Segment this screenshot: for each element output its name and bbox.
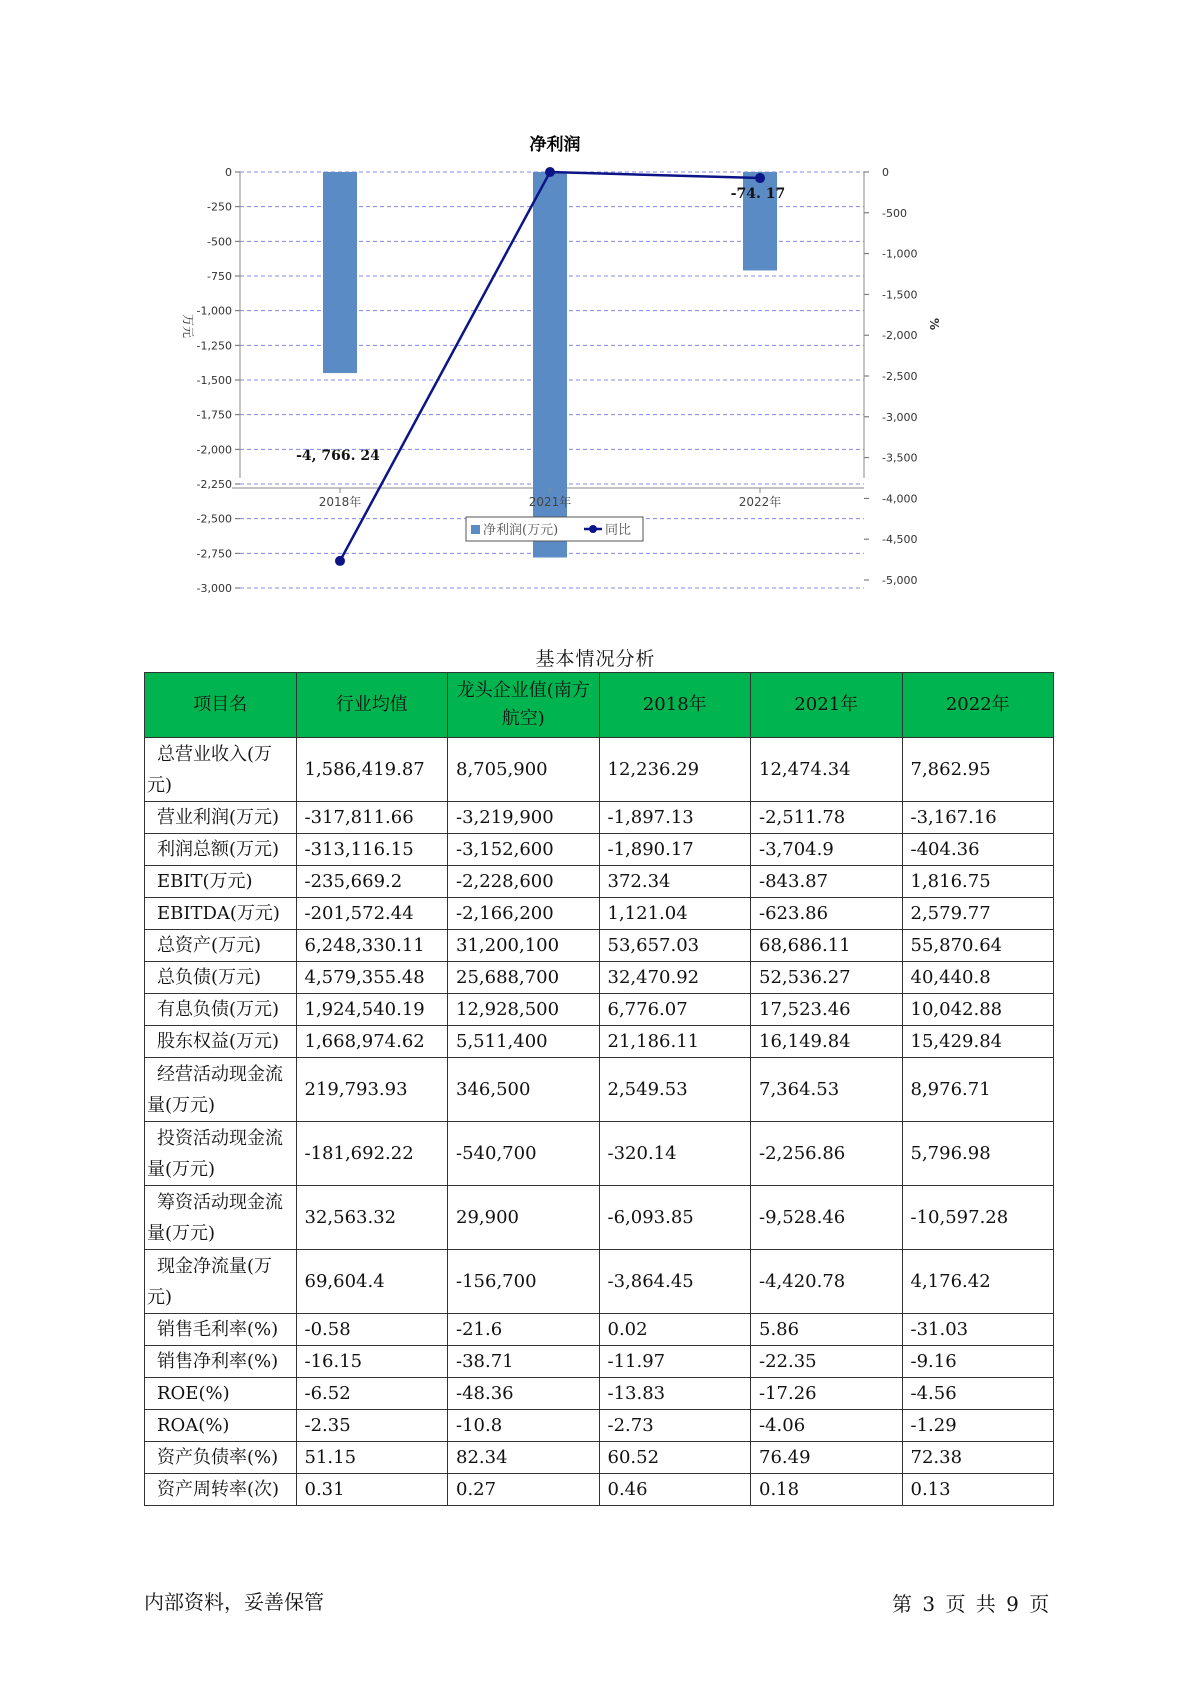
table-caption: 基本情况分析	[535, 648, 656, 670]
line-point-yoy	[545, 167, 555, 177]
value-cell: -4,420.78	[751, 1250, 903, 1314]
line-point-yoy	[755, 173, 765, 183]
x-tick-label: 2021年	[528, 495, 572, 509]
y2-axis-label: %	[927, 317, 941, 331]
row-name-cell: ROA(%)	[145, 1410, 297, 1442]
value-cell: -2.73	[599, 1410, 751, 1442]
row-name-cell: 销售净利率(%)	[145, 1346, 297, 1378]
value-cell: 6,776.07	[599, 994, 751, 1026]
y2-tick-label: -4,000	[882, 492, 918, 506]
x-tick-label: 2022年	[738, 495, 782, 509]
net-profit-chart	[170, 130, 1030, 610]
value-cell: -843.87	[751, 866, 903, 898]
header-cell: 项目名	[145, 673, 297, 738]
value-cell: -9.16	[902, 1346, 1054, 1378]
y-tick-label: -1,500	[196, 374, 232, 387]
value-cell: 4,176.42	[902, 1250, 1054, 1314]
chart-title: 净利润	[529, 135, 581, 155]
row-name-cell: 筹资活动现金流量(万元)	[145, 1186, 297, 1250]
value-cell: -3,704.9	[751, 834, 903, 866]
row-name-cell: EBITDA(万元)	[145, 898, 297, 930]
value-cell: 32,470.92	[599, 962, 751, 994]
value-cell: 1,816.75	[902, 866, 1054, 898]
y2-tick-label: -2,000	[882, 329, 918, 343]
value-cell: 60.52	[599, 1442, 751, 1474]
value-cell: -181,692.22	[296, 1122, 448, 1186]
value-cell: 82.34	[448, 1442, 600, 1474]
value-cell: 1,586,419.87	[296, 738, 448, 802]
value-cell: -3,152,600	[448, 834, 600, 866]
legend-bar-swatch	[471, 525, 480, 534]
value-cell: -10,597.28	[902, 1186, 1054, 1250]
data-label: -74. 17	[730, 186, 786, 202]
legend-line-marker	[589, 525, 597, 533]
value-cell: -2,166,200	[448, 898, 600, 930]
value-cell: -3,864.45	[599, 1250, 751, 1314]
table-row	[145, 1026, 1054, 1058]
value-cell: 7,862.95	[902, 738, 1054, 802]
value-cell: -17.26	[751, 1378, 903, 1410]
y-tick-label: -2,250	[196, 478, 232, 491]
value-cell: -2,228,600	[448, 866, 600, 898]
table-row	[145, 866, 1054, 898]
value-cell: 1,924,540.19	[296, 994, 448, 1026]
value-cell: -1,890.17	[599, 834, 751, 866]
value-cell: 40,440.8	[902, 962, 1054, 994]
value-cell: 346,500	[448, 1058, 600, 1122]
table-row	[145, 1250, 1054, 1314]
row-name-cell: 经营活动现金流量(万元)	[145, 1058, 297, 1122]
row-name-cell: 营业利润(万元)	[145, 802, 297, 834]
value-cell: -2.35	[296, 1410, 448, 1442]
value-cell: -623.86	[751, 898, 903, 930]
value-cell: 0.27	[448, 1474, 600, 1506]
value-cell: 5.86	[751, 1314, 903, 1346]
value-cell: 0.18	[751, 1474, 903, 1506]
footer-confidential-note: 内部资料，妥善保管	[144, 1590, 324, 1614]
value-cell: 12,928,500	[448, 994, 600, 1026]
table-row	[145, 802, 1054, 834]
value-cell: 0.31	[296, 1474, 448, 1506]
row-name-cell: 有息负债(万元)	[145, 994, 297, 1026]
value-cell: -38.71	[448, 1346, 600, 1378]
value-cell: -16.15	[296, 1346, 448, 1378]
x-tick-label: 2018年	[318, 495, 362, 509]
value-cell: -1.29	[902, 1410, 1054, 1442]
table-row	[145, 1378, 1054, 1410]
footer-page-number: 第 3 页 共 9 页	[892, 1592, 1050, 1616]
value-cell: -6,093.85	[599, 1186, 751, 1250]
value-cell: 5,511,400	[448, 1026, 600, 1058]
value-cell: 72.38	[902, 1442, 1054, 1474]
value-cell: 68,686.11	[751, 930, 903, 962]
table-row	[145, 738, 1054, 802]
row-name-cell: 销售毛利率(%)	[145, 1314, 297, 1346]
header-cell: 2022年	[902, 673, 1054, 738]
value-cell: 52,536.27	[751, 962, 903, 994]
value-cell: 5,796.98	[902, 1122, 1054, 1186]
y-tick-label: -3,000	[196, 582, 232, 595]
y-tick-label: -2,000	[196, 443, 232, 457]
table-header-row	[145, 673, 1054, 738]
row-name-cell: EBIT(万元)	[145, 866, 297, 898]
value-cell: 31,200,100	[448, 930, 600, 962]
value-cell: -2,511.78	[751, 802, 903, 834]
value-cell: 32,563.32	[296, 1186, 448, 1250]
value-cell: -13.83	[599, 1378, 751, 1410]
value-cell: 76.49	[751, 1442, 903, 1474]
value-cell: -22.35	[751, 1346, 903, 1378]
table-row	[145, 834, 1054, 866]
y-tick-label: -750	[207, 270, 232, 283]
bar-net-profit	[323, 172, 357, 373]
table-row	[145, 994, 1054, 1026]
row-name-cell: 总负债(万元)	[145, 962, 297, 994]
value-cell: 219,793.93	[296, 1058, 448, 1122]
value-cell: -3,167.16	[902, 802, 1054, 834]
value-cell: 6,248,330.11	[296, 930, 448, 962]
y-tick-label: -1,000	[196, 304, 232, 318]
row-name-cell: ROE(%)	[145, 1378, 297, 1410]
y-tick-label: -500	[207, 235, 232, 249]
value-cell: -3,219,900	[448, 802, 600, 834]
data-label: -4, 766. 24	[296, 448, 380, 464]
value-cell: 2,549.53	[599, 1058, 751, 1122]
value-cell: 15,429.84	[902, 1026, 1054, 1058]
value-cell: 1,121.04	[599, 898, 751, 930]
y-tick-label: -1,750	[196, 408, 232, 422]
value-cell: 25,688,700	[448, 962, 600, 994]
value-cell: 17,523.46	[751, 994, 903, 1026]
header-cell: 龙头企业值(南方航空)	[448, 673, 600, 738]
y-tick-label: -1,250	[196, 339, 232, 353]
row-name-cell: 利润总额(万元)	[145, 834, 297, 866]
value-cell: -156,700	[448, 1250, 600, 1314]
value-cell: -201,572.44	[296, 898, 448, 930]
value-cell: 29,900	[448, 1186, 600, 1250]
y2-tick-label: -1,000	[882, 247, 918, 261]
value-cell: -404.36	[902, 834, 1054, 866]
value-cell: -4.56	[902, 1378, 1054, 1410]
value-cell: 12,474.34	[751, 738, 903, 802]
value-cell: 8,976.71	[902, 1058, 1054, 1122]
value-cell: -2,256.86	[751, 1122, 903, 1186]
value-cell: 53,657.03	[599, 930, 751, 962]
y2-tick-label: -1,500	[882, 288, 918, 302]
value-cell: 8,705,900	[448, 738, 600, 802]
value-cell: 10,042.88	[902, 994, 1054, 1026]
table-row	[145, 898, 1054, 930]
value-cell: -6.52	[296, 1378, 448, 1410]
value-cell: -11.97	[599, 1346, 751, 1378]
table-row	[145, 1442, 1054, 1474]
y-tick-label: -2,750	[196, 547, 232, 561]
value-cell: 69,604.4	[296, 1250, 448, 1314]
y2-tick-label: -3,000	[882, 410, 918, 424]
table-row	[145, 1058, 1054, 1122]
value-cell: -540,700	[448, 1122, 600, 1186]
value-cell: 12,236.29	[599, 738, 751, 802]
value-cell: -10.8	[448, 1410, 600, 1442]
basic-analysis-table	[144, 672, 1054, 1506]
value-cell: -1,897.13	[599, 802, 751, 834]
value-cell: 2,579.77	[902, 898, 1054, 930]
y2-tick-label: -4,500	[882, 533, 918, 547]
value-cell: 16,149.84	[751, 1026, 903, 1058]
value-cell: 0.13	[902, 1474, 1054, 1506]
value-cell: -320.14	[599, 1122, 751, 1186]
value-cell: -0.58	[296, 1314, 448, 1346]
table-row	[145, 1474, 1054, 1506]
row-name-cell: 资产负债率(%)	[145, 1442, 297, 1474]
value-cell: 21,186.11	[599, 1026, 751, 1058]
table-row	[145, 962, 1054, 994]
header-cell: 2021年	[751, 673, 903, 738]
value-cell: -313,116.15	[296, 834, 448, 866]
value-cell: -317,811.66	[296, 802, 448, 834]
row-name-cell: 总营业收入(万元)	[145, 738, 297, 802]
value-cell: 51.15	[296, 1442, 448, 1474]
line-point-yoy	[335, 556, 345, 566]
table-row	[145, 1410, 1054, 1442]
table-row	[145, 1314, 1054, 1346]
row-name-cell: 现金净流量(万元)	[145, 1250, 297, 1314]
y-axis-label: 万元	[181, 313, 195, 339]
y-tick-label: -2,500	[196, 512, 232, 526]
value-cell: 0.02	[599, 1314, 751, 1346]
value-cell: -48.36	[448, 1378, 600, 1410]
value-cell: 0.46	[599, 1474, 751, 1506]
value-cell: -31.03	[902, 1314, 1054, 1346]
value-cell: -4.06	[751, 1410, 903, 1442]
row-name-cell: 资产周转率(次)	[145, 1474, 297, 1506]
header-cell: 行业均值	[296, 673, 448, 738]
value-cell: 4,579,355.48	[296, 962, 448, 994]
legend-label-net-profit: 净利润(万元)	[483, 523, 559, 538]
table-row	[145, 1186, 1054, 1250]
header-cell: 2018年	[599, 673, 751, 738]
y2-tick-label: -5,000	[882, 574, 918, 587]
value-cell: 372.34	[599, 866, 751, 898]
table-row	[145, 930, 1054, 962]
value-cell: -9,528.46	[751, 1186, 903, 1250]
y2-tick-label: -500	[882, 206, 907, 220]
row-name-cell: 总资产(万元)	[145, 930, 297, 962]
legend-label-yoy: 同比	[605, 523, 632, 538]
table-row	[145, 1346, 1054, 1378]
value-cell: 55,870.64	[902, 930, 1054, 962]
table-row	[145, 1122, 1054, 1186]
y-tick-label: 0	[225, 166, 232, 179]
row-name-cell: 股东权益(万元)	[145, 1026, 297, 1058]
row-name-cell: 投资活动现金流量(万元)	[145, 1122, 297, 1186]
y2-tick-label: -3,500	[882, 451, 918, 465]
value-cell: -21.6	[448, 1314, 600, 1346]
value-cell: -235,669.2	[296, 866, 448, 898]
y2-tick-label: 0	[882, 166, 889, 179]
value-cell: 7,364.53	[751, 1058, 903, 1122]
y-tick-label: -250	[207, 200, 232, 214]
chart-canvas	[170, 130, 1030, 610]
y2-tick-label: -2,500	[882, 370, 918, 383]
value-cell: 1,668,974.62	[296, 1026, 448, 1058]
